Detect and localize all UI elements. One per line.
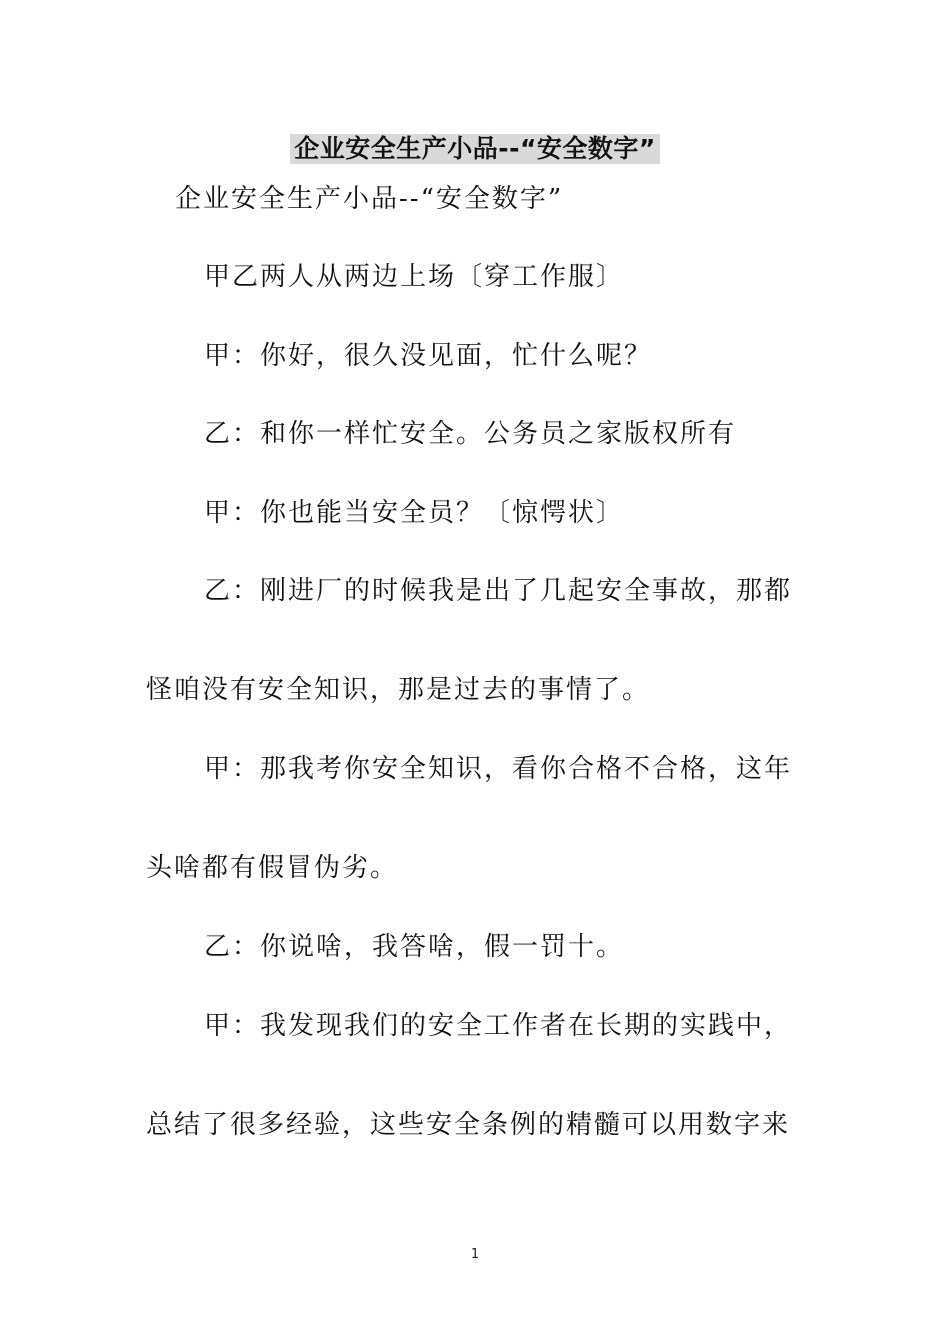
paragraph-line: 甲：我发现我们的安全工作者在长期的实践中， xyxy=(204,1011,793,1041)
paragraph-line: 甲乙两人从两边上场〔穿工作服〕 xyxy=(204,262,625,292)
document-subtitle: 企业安全生产小品--“安全数字” xyxy=(175,184,564,214)
paragraph-line: 甲：你好，很久没见面，忙什么呢？ xyxy=(204,341,653,371)
paragraph-line: 甲：那我考你安全知识，看你合格不合格，这年 xyxy=(204,754,793,784)
paragraph-line: 甲：你也能当安全员？〔惊愕状〕 xyxy=(204,498,625,528)
page-number: 1 xyxy=(470,1247,480,1262)
paragraph-line: 乙：和你一样忙安全。公务员之家版权所有 xyxy=(204,419,737,449)
title-container xyxy=(0,134,950,164)
paragraph-line: 头啥都有假冒伪劣。 xyxy=(146,853,399,883)
paragraph-line: 总结了很多经验，这些安全条例的精髓可以用数字来 xyxy=(146,1110,791,1140)
paragraph-line: 怪咱没有安全知识，那是过去的事情了。 xyxy=(146,675,651,705)
paragraph-line: 乙：你说啥，我答啥，假一罚十。 xyxy=(204,932,625,962)
paragraph-line: 乙：刚进厂的时候我是出了几起安全事故，那都 xyxy=(204,576,793,606)
document-title: 企业安全生产小品--“安全数字” xyxy=(290,134,660,164)
